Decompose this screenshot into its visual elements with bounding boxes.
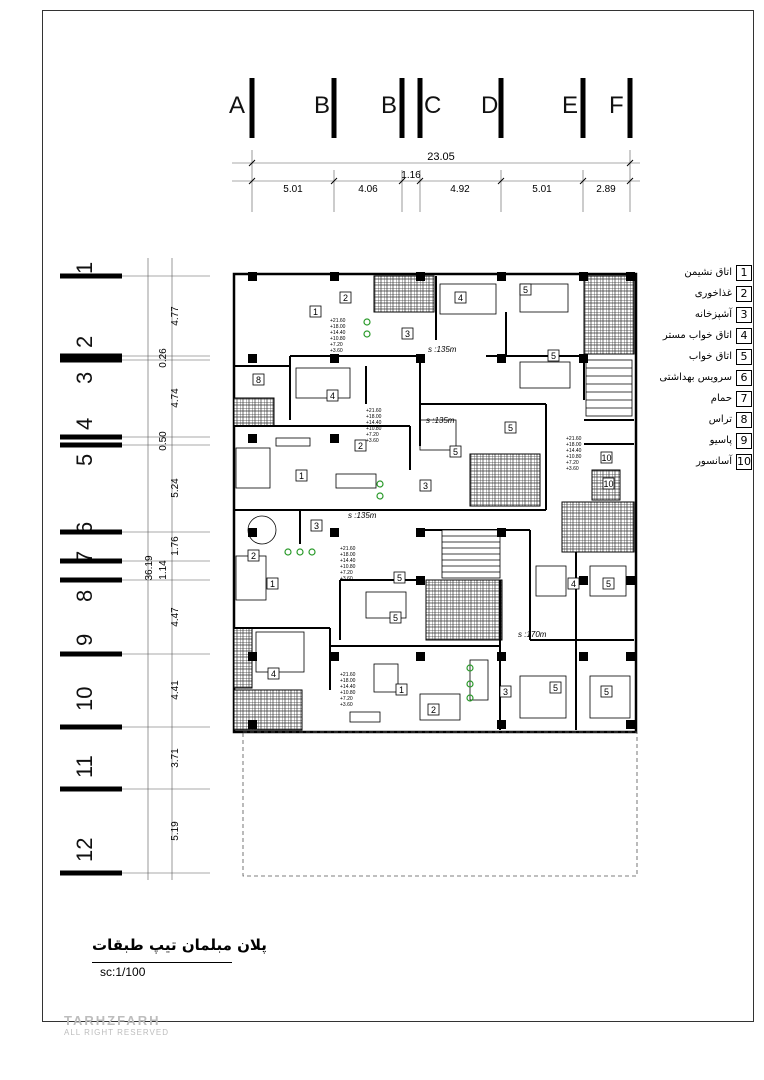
area-label-3: s :135m (348, 511, 377, 520)
dim-top-seg-6: 2.89 (596, 184, 616, 195)
svg-text:5: 5 (452, 447, 459, 457)
svg-text:5: 5 (392, 613, 399, 623)
legend-item (640, 283, 752, 304)
legend-number: 1 (736, 265, 752, 281)
legend-label: اتاق خواب مستر (662, 330, 732, 341)
svg-text:3: 3 (313, 521, 320, 531)
legend-label: پاسیو (709, 435, 732, 446)
svg-text:10: 10 (601, 453, 612, 463)
dim-top-seg-1: 5.01 (283, 184, 303, 195)
svg-text:3: 3 (502, 687, 509, 697)
grid-row-bars (60, 276, 122, 873)
legend-number: 7 (736, 391, 752, 407)
dim-left-labels (144, 306, 181, 841)
dim-left-seg-7: 1.14 (158, 560, 169, 580)
legend-item (640, 325, 752, 346)
svg-text:5: 5 (396, 573, 403, 583)
dim-left-total: 36.19 (144, 555, 155, 581)
legend-label: اتاق نشیمن (684, 267, 732, 278)
dim-left-seg-5: 5.24 (170, 478, 181, 498)
svg-text:2: 2 (357, 441, 364, 451)
svg-text:5: 5 (605, 579, 612, 589)
area-label-1: s :135m (428, 345, 457, 354)
dim-left-seg-6: 1.76 (170, 536, 181, 556)
svg-text:3: 3 (404, 329, 411, 339)
legend-number: 5 (736, 349, 752, 365)
svg-text:2: 2 (250, 551, 257, 561)
legend-number: 8 (736, 412, 752, 428)
legend-item (640, 262, 752, 283)
legend-number: 4 (736, 328, 752, 344)
svg-text:10: 10 (603, 479, 614, 489)
grid-row-label-9: 9 (72, 633, 97, 646)
svg-text:1: 1 (398, 685, 405, 695)
area-label-4: s :170m (518, 630, 547, 639)
legend-label: سرویس بهداشتی (659, 372, 732, 383)
legend-label: اتاق خواب (688, 351, 732, 362)
title-underline (92, 962, 232, 963)
dim-left-seg-3: 4.74 (170, 388, 181, 408)
legend-label: حمام (710, 393, 732, 404)
legend-label: غذاخوری (694, 288, 732, 299)
svg-text:1: 1 (269, 579, 276, 589)
grid-row-label-2: 2 (72, 335, 97, 348)
watermark (64, 1012, 169, 1037)
legend-item (640, 367, 752, 388)
legend-label: آسانسور (696, 456, 732, 467)
grid-col-label-d: D (481, 92, 499, 119)
grid-row-label-11: 11 (72, 755, 97, 778)
grid-row-label-8: 8 (72, 589, 97, 602)
grid-row-label-5: 5 (72, 453, 97, 466)
dim-top-seg-2: 4.06 (358, 184, 378, 195)
legend-item (640, 409, 752, 430)
legend-number: 2 (736, 286, 752, 302)
grid-row-label-3: 3 (72, 371, 97, 384)
dim-left-seg-9: 4.41 (170, 680, 181, 700)
elevation-stack: +21.60 +18.00 +14.40 +10.80 +7.20 +3.60 (330, 318, 346, 354)
svg-text:2: 2 (342, 293, 349, 303)
grid-col-label-e: E (562, 92, 579, 119)
dim-left-seg-8: 4.47 (170, 607, 181, 627)
grid-row-label-1: 1 (72, 261, 97, 274)
elevation-stack: +21.60 +18.00 +14.40 +10.80 +7.20 +3.60 (366, 408, 382, 444)
svg-text:5: 5 (507, 423, 514, 433)
elevation-stack: +21.60 +18.00 +14.40 +10.80 +7.20 +3.60 (566, 436, 582, 472)
dim-left-seg-1: 4.77 (170, 306, 181, 326)
grid-row-label-7: 7 (72, 550, 97, 563)
dim-left-seg-11: 5.19 (170, 821, 181, 841)
svg-text:4: 4 (570, 579, 577, 589)
grid-row-label-6: 6 (72, 521, 97, 534)
drawing-title: پلان مبلمان تیپ طبقات (92, 936, 267, 954)
dim-top-seg-4: 4.92 (450, 184, 470, 195)
elevation-stack: +21.60 +18.00 +14.40 +10.80 +7.20 +3.60 (340, 672, 356, 708)
dim-top-seg-5: 5.01 (532, 184, 552, 195)
grid-axis-bars (252, 78, 630, 138)
dim-top-seg-3: 1.16 (401, 170, 421, 181)
svg-text:4: 4 (457, 293, 464, 303)
watermark-brand: TARHZFARH (64, 1013, 161, 1028)
svg-text:5: 5 (550, 351, 557, 361)
grid-col-label-b2: B (381, 92, 398, 119)
legend-label: تراس (708, 414, 732, 425)
svg-text:3: 3 (422, 481, 429, 491)
legend-label: آشپزخانه (694, 309, 732, 320)
elevation-stack: +21.60 +18.00 +14.40 +10.80 +7.20 +3.60 (340, 546, 356, 582)
dim-left-seg-10: 3.71 (170, 748, 181, 768)
dim-left-seg-2: 0.26 (158, 348, 169, 368)
legend-number: 3 (736, 307, 752, 323)
drawing-scale: sc:1/100 (100, 965, 146, 979)
grid-row-label-10: 10 (72, 686, 97, 711)
legend-number: 6 (736, 370, 752, 386)
dim-top-total: 23.05 (427, 151, 455, 163)
grid-row-label-4: 4 (72, 417, 97, 430)
grid-col-label-c: C (424, 92, 442, 119)
svg-text:5: 5 (552, 683, 559, 693)
room-legend (640, 262, 752, 472)
legend-item (640, 451, 752, 472)
svg-text:5: 5 (603, 687, 610, 697)
grid-col-label-a: A (229, 92, 246, 119)
legend-item (640, 346, 752, 367)
svg-text:1: 1 (312, 307, 319, 317)
grid-col-label-f: F (609, 92, 624, 119)
watermark-rights: ALL RIGHT RESERVED (64, 1028, 169, 1037)
dim-left-seg-4: 0.50 (158, 431, 169, 451)
svg-text:8: 8 (255, 375, 262, 385)
legend-number: 9 (736, 433, 752, 449)
svg-text:4: 4 (329, 391, 336, 401)
legend-item (640, 430, 752, 451)
legend-item (640, 388, 752, 409)
grid-row-label-12: 12 (72, 837, 97, 862)
svg-text:5: 5 (522, 285, 529, 295)
area-label-2: s :135m (426, 416, 455, 425)
legend-item (640, 304, 752, 325)
svg-text:2: 2 (430, 705, 437, 715)
legend-number: 10 (737, 454, 751, 468)
svg-text:4: 4 (270, 669, 277, 679)
grid-col-label-b: B (314, 92, 331, 119)
svg-text:1: 1 (298, 471, 305, 481)
